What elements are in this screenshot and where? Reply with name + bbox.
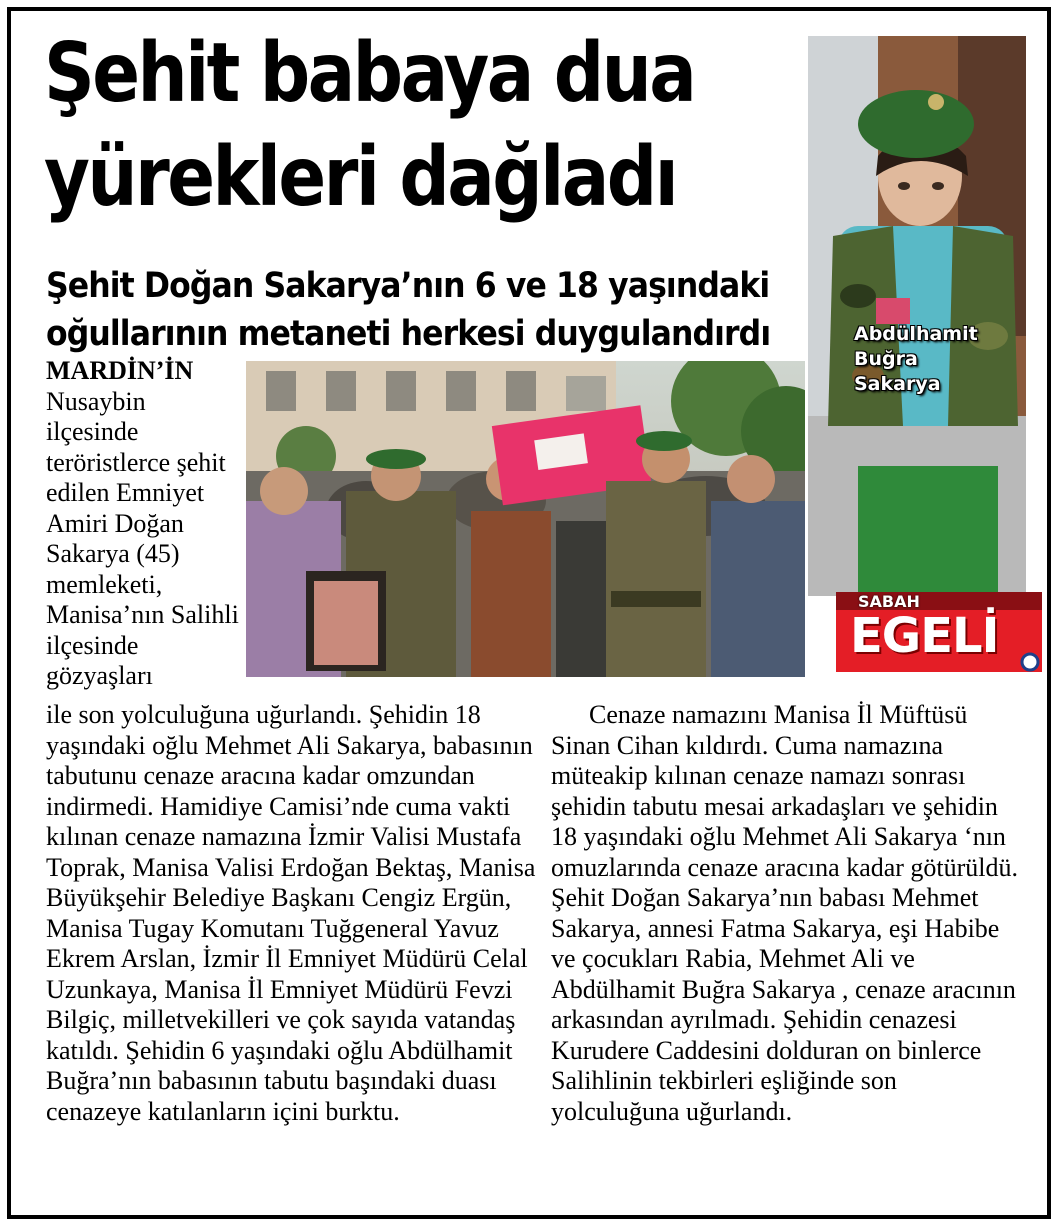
logo-top-text: SABAH	[858, 592, 920, 611]
sabah-egeli-logo	[836, 592, 1042, 672]
logo-main-text: EGELİ	[850, 608, 999, 664]
child-portrait-photo	[808, 36, 1026, 596]
subheadline	[46, 262, 771, 358]
dateline: MARDİN’İN	[46, 356, 194, 385]
lead-paragraph	[46, 356, 241, 692]
body-column-2	[551, 700, 1021, 1127]
subheadline-line-1: Şehit Doğan Sakarya’nın 6 ve 18 yaşındaki	[46, 266, 770, 306]
subheadline-line-2: oğullarının metaneti herkesi duygulandırdı	[46, 314, 771, 354]
caption-line-1: Abdülhamit	[854, 323, 978, 345]
headline-line-2: yürekleri dağladı	[44, 130, 677, 225]
headline-line-1: Şehit babaya dua	[44, 26, 695, 121]
headline	[44, 22, 723, 230]
caption-line-2: Buğra	[854, 348, 918, 370]
caption-line-3: Sakarya	[854, 373, 941, 395]
body-paragraph-2: Cenaze namazını Manisa İl Müftüsü Sinan Cihan kıldırdı. Cuma namazına müteakip kılınan cenaze namazı sonrası şehidin tabutu mesai arkadaşları ve şehidin 18 yaşındaki oğlu Mehmet Ali Sakarya ‘nın omuzlarında cenaze aracına kadar götürüldü. Şehit Doğan Sakarya’nın babası Mehmet Sakarya, annesi Fatma Sakarya, eşi Habibe ve çocukları Rabia, Mehmet Ali ve Abdülhamit Buğra Sakarya , cenaze aracının arkasından ayrılmadı. Şehidin cenazesi Kurudere Caddesini dolduran on binlerce Salihlinin tekbirleri eşliğinde son yolculuğuna uğurlandı.	[551, 700, 1019, 1126]
lead-text: Nusaybin ilçesinde teröristlerce şehit edilen Emniyet Amiri Doğan Sakarya (45) memleketi, Manisa’nın Salihli ilçesinde gözyaşları	[46, 386, 239, 690]
photo-caption	[854, 322, 1004, 397]
body-paragraph-1: ile son yolculuğuna uğurlandı. Şehidin 18 yaşındaki oğlu Mehmet Ali Sakarya, babasının tabutunu cenaze aracına kadar omzundan indirmedi. Hamidiye Camisi’nde cuma vakti kılınan cenaze namazına İzmir Valisi Mustafa Toprak, Manisa Valisi Erdoğan Bektaş, Manisa Büyükşehir Belediye Başkanı Cengiz Ergün, Manisa Tugay Komutanı Tuğgeneral Yavuz Ekrem Arslan, İzmir İl Emniyet Müdürü Celal Uzunkaya, Manisa İl Emniyet Müdürü Fevzi Bilgiç, milletvekilleri ve çok sayıda vatandaş katıldı. Şehidin 6 yaşındaki oğlu Abdülhamit Buğra’nın babasının tabutu başındaki duası cenazeye katılanların içini burktu.	[46, 700, 536, 1126]
funeral-procession-photo	[246, 361, 805, 677]
body-column-1	[46, 700, 541, 1127]
